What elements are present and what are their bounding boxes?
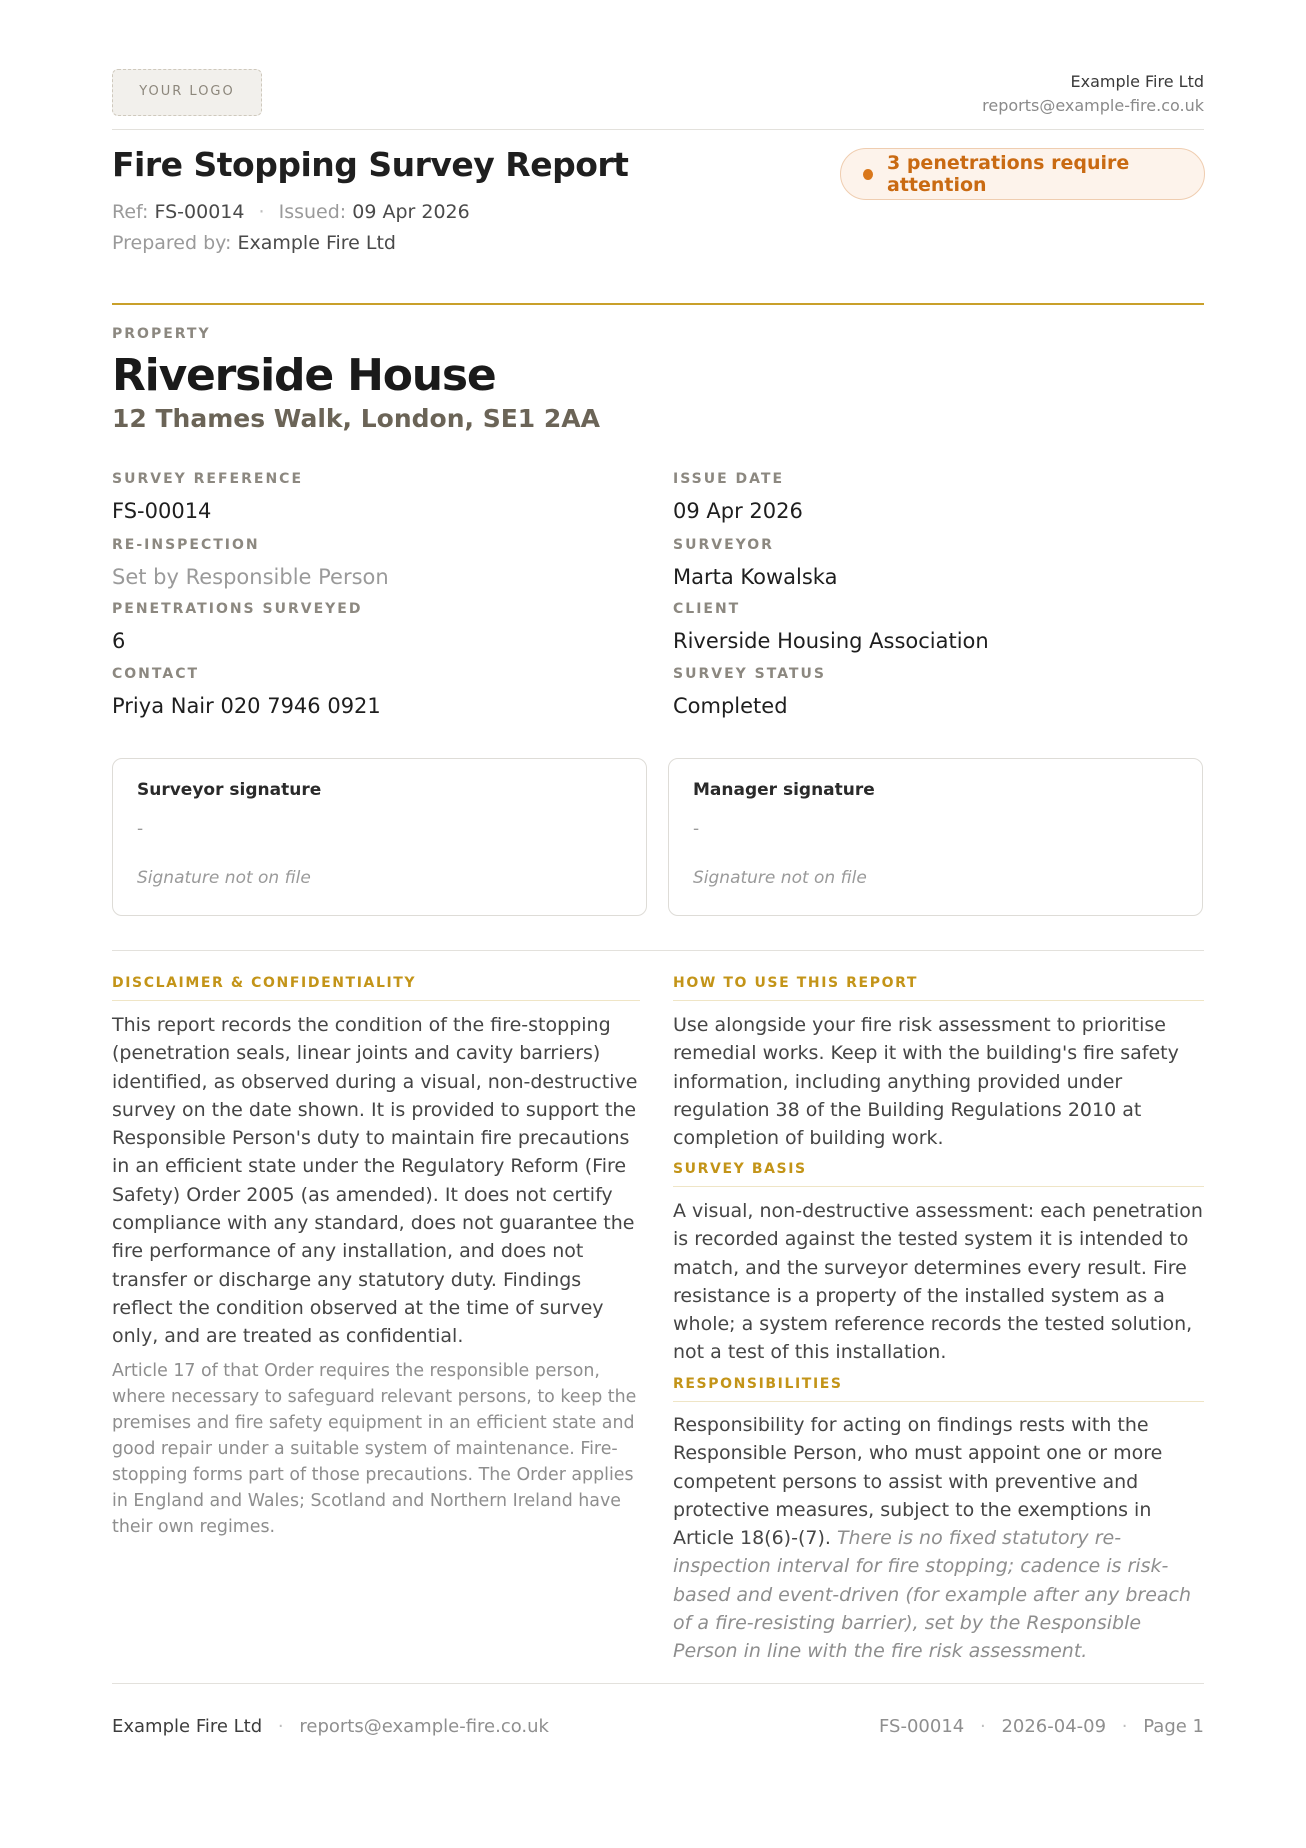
prepared-by <box>112 230 396 256</box>
attention-text: 3 penetrations require attention <box>887 152 1130 196</box>
field-survey-status <box>673 665 826 720</box>
field-client <box>673 600 989 655</box>
footer-company-name: Example Fire Ltd <box>112 1716 263 1737</box>
footer-company <box>112 1716 549 1737</box>
ref-value: FS-00014 <box>154 201 245 223</box>
warning-dot-icon <box>863 169 873 180</box>
footer-page: Page 1 <box>1143 1716 1204 1737</box>
issued-label: Issued: <box>278 201 347 223</box>
attention-badge <box>840 148 1205 200</box>
prepared-value: Example Fire Ltd <box>237 232 396 254</box>
footer-email[interactable]: reports@example-fire.co.uk <box>299 1716 549 1737</box>
field-label: CONTACT <box>112 666 200 682</box>
signature-title: Manager signature <box>693 780 875 800</box>
field-issue-date <box>673 470 803 525</box>
ref-label: Ref: <box>112 201 149 223</box>
disclaimer-note: Article 17 of that Order requires the responsible person, where necessary to safeguard relevant persons, to keep the premises and fire safety equipment in an efficient state and good repair under a suitable system of maintenance. Fire-stopping forms part of those precautions. The Order applies in England and Wales; Scotland and Northern Ireland have their own regimes. <box>112 1361 637 1537</box>
footer-separator: · <box>1121 1716 1128 1737</box>
signature-title: Surveyor signature <box>137 780 322 800</box>
property-name: Riverside House <box>112 350 496 401</box>
field-value: Completed <box>673 694 788 718</box>
signature-placeholder: - <box>693 819 700 839</box>
field-label: CLIENT <box>673 601 741 617</box>
title-divider <box>112 303 1204 305</box>
issued-value: 09 Apr 2026 <box>352 201 470 223</box>
field-label: PENETRATIONS SURVEYED <box>112 601 363 617</box>
responsibilities-italic-note: There is no fixed statutory re-inspection interval for fire stopping; cadence is risk-based and event-driven (for example after any breach of a fire-resisting barrier), set by the Responsible Person in line with the fire risk assessment. <box>673 1527 1192 1663</box>
how-to-use-heading: HOW TO USE THIS REPORT <box>673 975 1204 1001</box>
footer-meta <box>879 1716 1204 1737</box>
property-label: PROPERTY <box>112 326 211 342</box>
disclaimer-body: This report records the condition of the fire-stopping (penetration seals, linear joints and cavity barriers) identified, as observed during a visual, non-destructive survey on the date shown. It is provided to support the Responsible Person's duty to maintain fire precautions in an efficient state under the Regulatory Reform (Fire Safety) Order 2005 (as amended). It does not certify compliance with any standard, does not guarantee the fire performance of any installation, and does not transfer or discharge any statutory duty. Findings reflect the condition observed at the time of survey only, and are treated as confidential. <box>112 1014 638 1348</box>
how-to-use-body: Use alongside your fire risk assessment to prioritise remedial works. Keep it with the building's fire safety information, including anything provided under regulation 38 of the Building Regulations 2010 at completion of building work. <box>673 1014 1179 1150</box>
field-value: Priya Nair 020 7946 0921 <box>112 694 381 718</box>
field-survey-reference <box>112 470 303 525</box>
field-value: Set by Responsible Person <box>112 565 389 589</box>
responsibilities-heading: RESPONSIBILITIES <box>673 1376 1204 1402</box>
footer-separator: · <box>979 1716 986 1737</box>
field-surveyor <box>673 536 837 591</box>
field-value: Marta Kowalska <box>673 565 838 589</box>
field-label: ISSUE DATE <box>673 471 785 487</box>
field-penetrations <box>112 600 362 655</box>
prepared-label: Prepared by: <box>112 232 232 254</box>
field-value: 09 Apr 2026 <box>673 499 803 523</box>
signature-note: Signature not on file <box>137 868 311 888</box>
company-info <box>982 71 1204 117</box>
company-email[interactable]: reports@example-fire.co.uk <box>982 96 1204 115</box>
meta-separator: · <box>258 201 265 223</box>
manager-signature-card <box>668 758 1203 916</box>
field-label: SURVEY REFERENCE <box>112 471 304 487</box>
footer-ref: FS-00014 <box>879 1716 965 1737</box>
report-meta <box>112 199 470 225</box>
footer-date: 2026-04-09 <box>1001 1716 1107 1737</box>
field-value: Riverside Housing Association <box>673 629 989 653</box>
signature-placeholder: - <box>137 819 144 839</box>
header-divider <box>112 129 1204 130</box>
field-value: FS-00014 <box>112 499 212 523</box>
field-label: RE-INSPECTION <box>112 537 260 553</box>
disclaimer-heading: DISCLAIMER & CONFIDENTIALITY <box>112 975 640 1001</box>
field-label: SURVEYOR <box>673 537 774 553</box>
responsibilities-body <box>673 1411 1204 1666</box>
logo-placeholder: YOUR LOGO <box>112 69 262 116</box>
footer-separator: · <box>277 1716 284 1737</box>
responsibilities-text: Responsibility for acting on findings rests with the Responsible Person, who must appoint one or more competent persons to assist with preventive and protective measures, subject to the exemptions in Article 18(6)-(7). <box>673 1414 1163 1550</box>
report-title: Fire Stopping Survey Report <box>112 145 629 184</box>
property-address: 12 Thames Walk, London, SE1 2AA <box>112 404 601 433</box>
field-re-inspection <box>112 536 389 591</box>
signature-note: Signature not on file <box>693 868 867 888</box>
field-label: SURVEY STATUS <box>673 666 826 682</box>
survey-basis-body: A visual, non-destructive assessment: each penetration is recorded against the tested system it is intended to match, and the surveyor determines every result. Fire resistance is a property of the installed system as a whole; a system reference records the tested solution, not a test of this installation. <box>673 1200 1203 1364</box>
footer-divider <box>112 1683 1204 1684</box>
section-divider <box>112 950 1204 951</box>
company-name: Example Fire Ltd <box>1070 72 1204 91</box>
field-value: 6 <box>112 629 126 653</box>
surveyor-signature-card <box>112 758 647 916</box>
survey-basis-heading: SURVEY BASIS <box>673 1161 1204 1187</box>
field-contact <box>112 665 381 720</box>
